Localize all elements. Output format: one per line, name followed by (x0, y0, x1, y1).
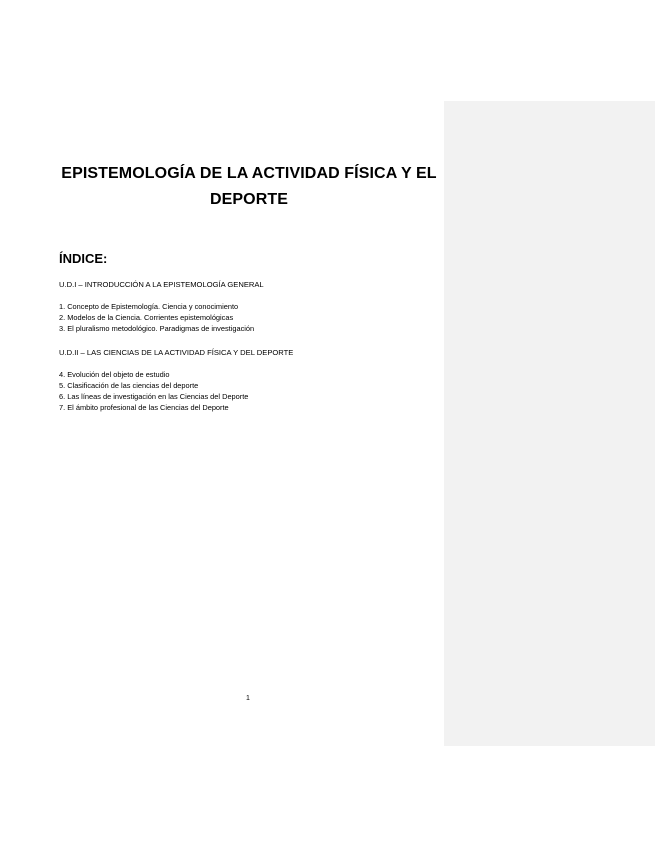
title-line-2: DEPORTE (209, 191, 289, 208)
topic-list-unit-2 (59, 369, 248, 413)
topic-item: 4. Evolución del objeto de estudio (59, 370, 170, 379)
unit-heading-1: U.D.I – INTRODUCCIÓN A LA EPISTEMOLOGÍA GENERAL (59, 280, 264, 289)
topic-item: 3. El pluralismo metodológico. Paradigmas de investigación (59, 324, 255, 333)
topic-item: 2. Modelos de la Ciencia. Corrientes epistemológicas (59, 313, 234, 322)
page-number: 1 (246, 695, 250, 702)
topic-list-unit-1 (59, 301, 254, 334)
topic-item: 1. Concepto de Epistemología. Ciencia y conocimiento (59, 302, 239, 311)
comment-pane (444, 101, 655, 746)
topic-item: 6. Las líneas de investigación en las Ciencias del Deporte (59, 392, 249, 401)
unit-heading-2: U.D.II – LAS CIENCIAS DE LA ACTIVIDAD FÍSICA Y DEL DEPORTE (59, 348, 294, 357)
title-line-1: EPISTEMOLOGÍA DE LA ACTIVIDAD FÍSICA Y EL (61, 165, 437, 182)
topic-item: 5. Clasificación de las ciencias del deporte (59, 381, 199, 390)
document-title (58, 161, 440, 213)
topic-item: 7. El ámbito profesional de las Ciencias del Deporte (59, 403, 229, 412)
index-heading: ÍNDICE: (59, 251, 108, 266)
